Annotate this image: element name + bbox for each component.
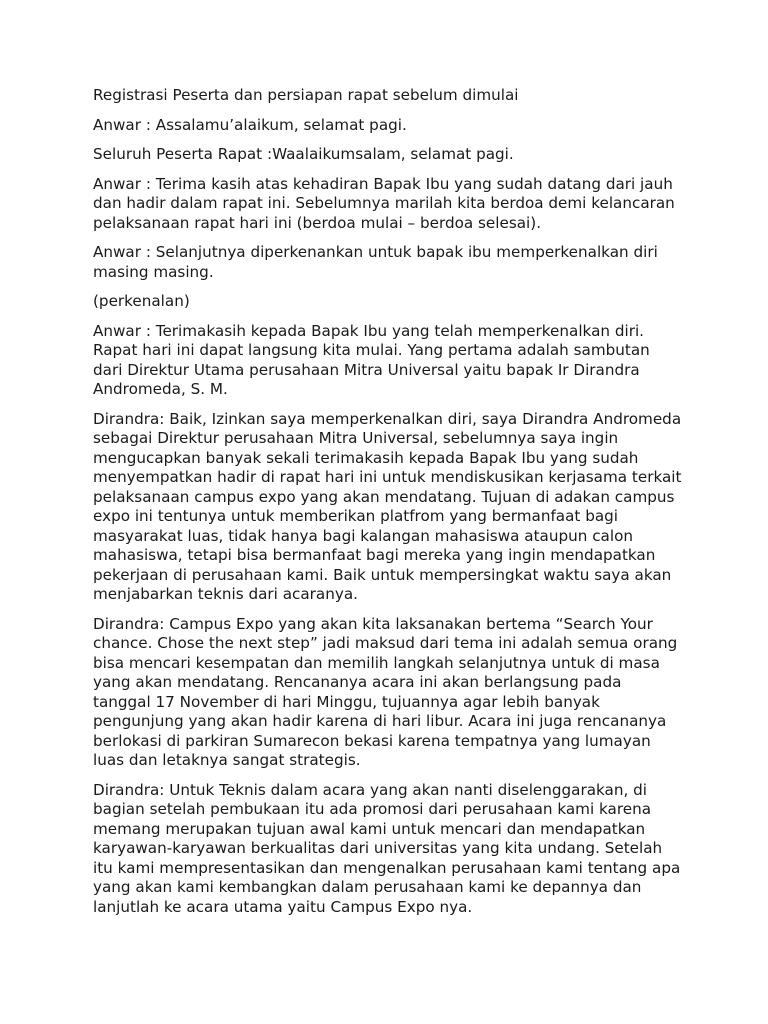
paragraph-registration: Registrasi Peserta dan persiapan rapat sebelum dimulai: [93, 86, 519, 104]
paragraph-introductions: Anwar : Selanjutnya diperkenankan untuk bapak ibu memperkenalkan diri masing masing.: [93, 243, 658, 281]
paragraph-director-speech: Dirandra: Baik, Izinkan saya memperkenalkan diri, saya Dirandra Andromeda sebagai Direktur perusahaan Mitra Universal, sebelumnya saya ingin mengucapkan banyak sekali terimakasih kepada Bapak Ibu yang sudah menyempatkan hadir di rapat hari ini untuk mendiskusikan kerjasama terkait pelaksanaan campus expo yang akan mendatang. Tujuan di adakan campus expo ini tentunya untuk memberikan platfrom yang bermanfaat bagi masyarakat luas, tidak hanya bagi kalangan mahasiswa ataupun calon mahasiswa, tetapi bisa bermanfaat bagi mereka yang ingin mendapatkan pekerjaan di perusahaan kami. Baik untuk mempersingkat waktu saya akan menjabarkan teknis dari acaranya.: [93, 409, 682, 603]
paragraph-greeting: Anwar : Assalamu’alaikum, selamat pagi.: [93, 115, 407, 134]
paragraph-technical: Dirandra: Untuk Teknis dalam acara yang akan nanti diselenggarakan, di bagian setelah pembukaan itu ada promosi dari perusahaan kami karena memang merupakan tujuan awal kami untuk mencari dan mendapatkan karyawan-karyawan berkualitas dari universitas yang kita undang. Setelah itu kami mempresentasikan dan mengenalkan perusahaan kami tentang apa yang akan kami kembangkan dalam perusahaan kami ke depannya dan lanjutlah ke acara utama yaitu Campus Expo nya.: [93, 780, 681, 916]
paragraph-perkenalan: (perkenalan): [93, 292, 190, 310]
paragraph-reply: Seluruh Peserta Rapat :Waalaikumsalam, selamat pagi.: [93, 145, 514, 163]
paragraph-expo-theme: Dirandra: Campus Expo yang akan kita laksanakan bertema “Search Your chance. Chose the next step” jadi maksud dari tema ini adalah semua orang bisa mencari kesempatan dan memilih langkah selanjutnya untuk di masa yang akan mendatang. Rencananya acara ini akan berlangsung pada tanggal 17 November di hari Minggu, tujuannya agar lebih banyak pengunjung yang akan hadir karena di hari libur. Acara ini juga rencananya berlokasi di parkiran Sumarecon bekasi karena tempatnya yang lumayan luas dan letaknya sangat strategis.: [93, 614, 678, 769]
paragraph-opening-prayer: Anwar : Terima kasih atas kehadiran Bapak Ibu yang sudah datang dari jauh dan hadir dalam rapat ini. Sebelumnya marilah kita berdoa demi kelancaran pelaksanaan rapat hari ini (berdoa mulai – berdoa selesai).: [93, 174, 675, 232]
document-body: [93, 86, 683, 927]
paragraph-director-invite: Anwar : Terimakasih kepada Bapak Ibu yang telah memperkenalkan diri. Rapat hari ini dapat langsung kita mulai. Yang pertama adalah sambutan dari Direktur Utama perusahaan Mitra Universal yaitu bapak Ir Dirandra Andromeda, S. M.: [93, 321, 650, 398]
